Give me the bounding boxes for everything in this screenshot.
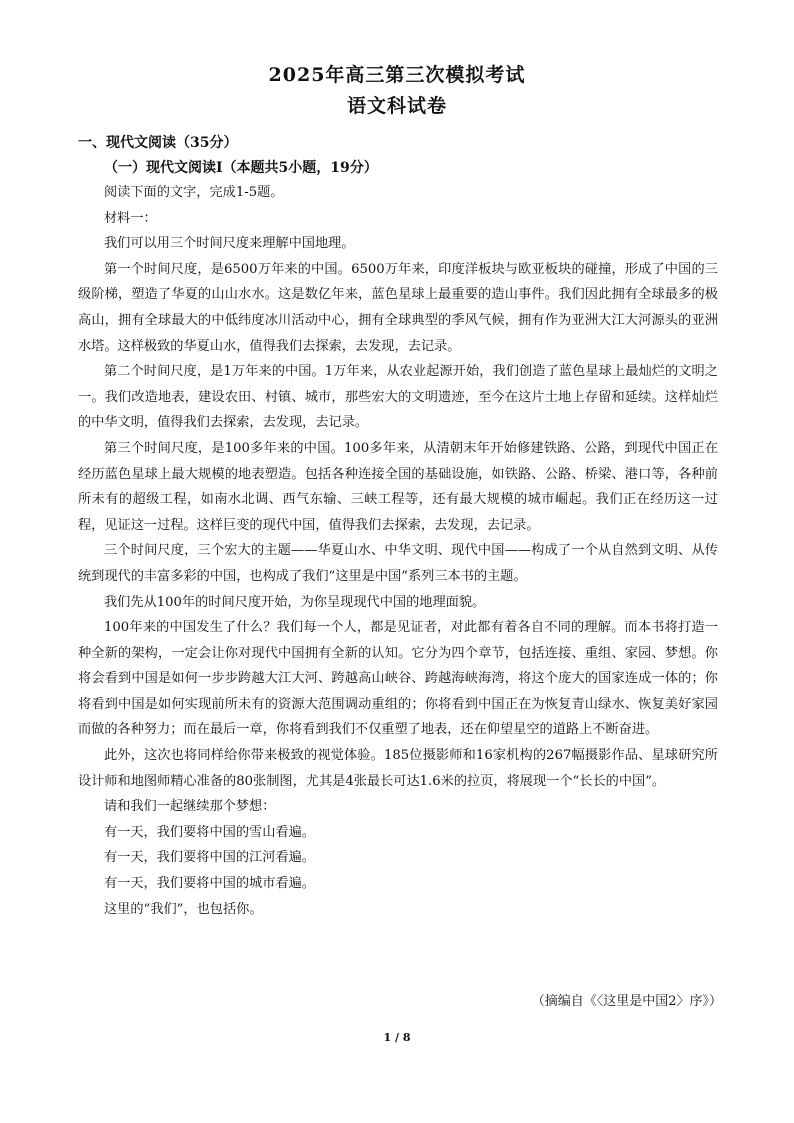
material-label: 材料一：: [104, 210, 157, 226]
passage-paragraph: 这里的“我们”，也包括你。: [104, 901, 263, 917]
passage-paragraph: 有一天，我们要将中国的城市看遍。: [104, 876, 315, 892]
passage-paragraph: 100年来的中国发生了什么？我们每一个人，都是见证者，对此都有着各自不同的理解。而本书将打造一种全新的架构，一定会让你对现代中国拥有全新的认知。它分为四个章节，包括连接、重组、家园、梦想。你将会看到中国是如何一步步跨越大江大河、跨越高山峡谷、跨越海峡海湾，将这个庞大的国家连成一体的；你将看到中国是如何实现前所未有的资源大范围调动重组的；你将看到中国正在为恢复青山绿水、恢复美好家园而做的各种努力；而在最后一章，你将看到我们不仅重塑了地表，还在仰望星空的道路上不断奋进。: [78, 620, 718, 738]
passage-body: [78, 180, 718, 922]
section-heading: 一、现代文阅读（35分）: [78, 135, 238, 151]
subsection-heading: （一）现代文阅读Ⅰ（本题共5小题，19分）: [104, 160, 378, 176]
passage-paragraph: 第三个时间尺度，是100多年来的中国。100多年来，从清朝末年开始修建铁路、公路，到现代中国正在经历蓝色星球上最大规模的地表塑造。包括各种连接全国的基础设施，如铁路、公路、桥梁、港口等，各种前所未有的超级工程，如南水北调、西气东输、三峡工程等，还有最大规模的城市崛起。我们正在经历这一过程，见证这一过程。这样巨变的现代中国，值得我们去探索，去发现，去记录。: [78, 440, 718, 533]
exam-subtitle: 语文科试卷: [346, 95, 447, 117]
passage-paragraph: 有一天，我们要将中国的江河看遍。: [104, 850, 315, 866]
source-citation: （摘编自《〈这里是中国2〉序》）: [531, 994, 722, 1009]
passage-paragraph: 我们先从100年的时间尺度开始，为你呈现现代中国的地理面貌。: [104, 594, 486, 610]
passage-paragraph: 此外，这次也将同样给你带来极致的视觉体验。185位摄影师和16家机构的267幅摄影作品、星球研究所设计师和地图师精心准备的80张制图，尤其是4张最长可达1.6米的拉页，将展现一个“长长的中国”。: [78, 748, 718, 789]
passage-paragraph: 第一个时间尺度，是6500万年来的中国。6500万年来，印度洋板块与欧亚板块的碰撞，形成了中国的三级阶梯，塑造了华夏的山山水水。这是数亿年来，蓝色星球上最重要的造山事件。我们因此拥有全球最多的极高山，拥有全球最大的中低纬度冰川活动中心，拥有全球典型的季风气候，拥有作为亚洲大江大河源头的亚洲水塔。这样极致的华夏山水，值得我们去探索，去发现，去记录。: [78, 261, 718, 354]
passage-paragraph: 三个时间尺度，三个宏大的主题——华夏山水、中华文明、现代中国——构成了一个从自然到文明、从传统到现代的丰富多彩的中国，也构成了我们“这里是中国”系列三本书的主题。: [78, 543, 718, 584]
passage-paragraph: 第二个时间尺度，是1万年来的中国。1万年来，从农业起源开始，我们创造了蓝色星球上最灿烂的文明之一。我们改造地表，建设农田、村镇、城市，那些宏大的文明遗迹，至今在这片土地上存留和延续。这样灿烂的中华文明，值得我们去探索，去发现，去记录。: [78, 364, 718, 431]
passage-paragraph: 请和我们一起继续那个梦想：: [104, 799, 276, 815]
exam-title: 2025年高三第三次模拟考试: [268, 64, 526, 86]
instruction-paragraph: 阅读下面的文字，完成1-5题。: [104, 185, 284, 200]
page-number: 1 / 8: [383, 1031, 411, 1044]
passage-paragraph: 有一天，我们要将中国的雪山看遍。: [104, 824, 315, 840]
passage-paragraph: 我们可以用三个时间尺度来理解中国地理。: [104, 236, 355, 252]
